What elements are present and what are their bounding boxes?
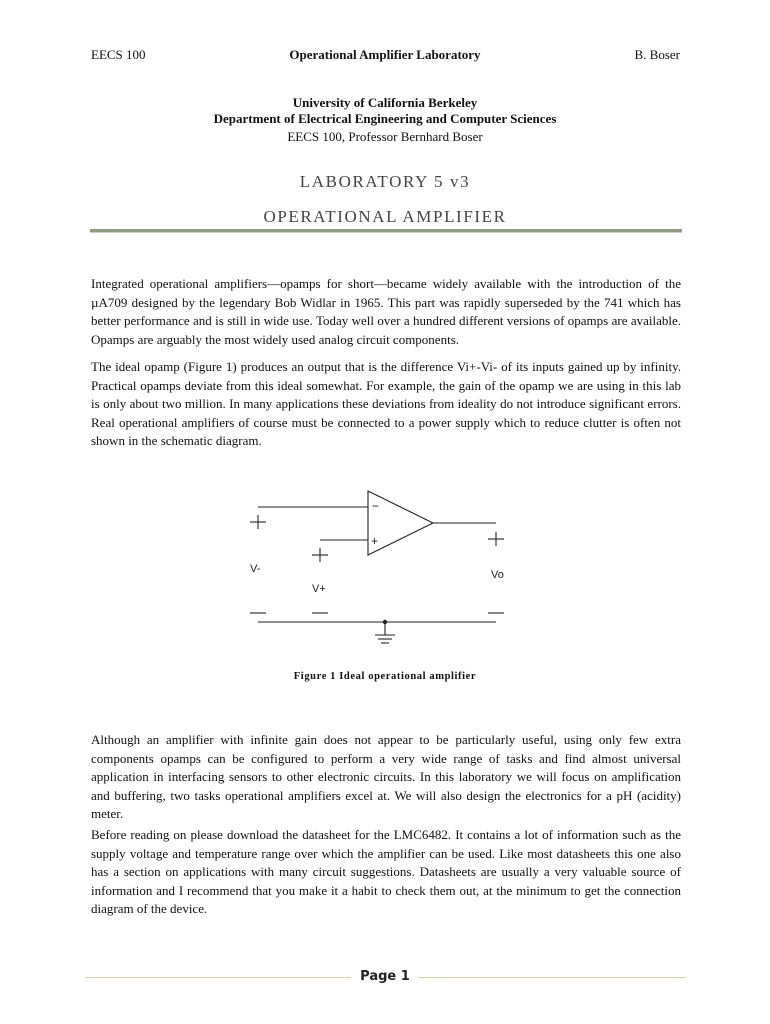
department-name: Department of Electrical Engineering and Computer Sciences — [213, 111, 557, 126]
noninverting-pin-label: + — [371, 534, 379, 548]
opamp-schematic — [230, 482, 530, 654]
paragraph-applications: Although an amplifier with infinite gain does not appear to be particularly useful, using only few extra components opamps can be configured to perform a very wide range of tasks and find almost universal application in interfacing sensors to other electronic circuits. In this laboratory we will focus on amplification and buffering, two tasks operational amplifiers excel at. We will also design the electronics for a pH (acidity) meter. — [91, 732, 681, 821]
lab-subject: OPERATIONAL AMPLIFIER — [263, 207, 507, 226]
paragraph-datasheet: Before reading on please download the datasheet for the LMC6482. It contains a lot of information such as the supply voltage and temperature range over which the amplifier can be used. Like most datasheets this one also has a section on applications with many circuit suggestions. Datasheets are usually a very valuable source of information and I recommend that you make it a habit to check them out, at the minimum to get the connection diagram of the device. — [91, 827, 681, 916]
figure-caption: Figure 1 Ideal operational amplifier — [293, 671, 477, 682]
paragraph-intro: Integrated operational amplifiers—opamps for short—became widely available with the introduction of the µA709 designed by the legendary Bob Widlar in 1965. This part was rapidly superseded by the 741 which has better performance and is still in wide use. Today well over a hundred different versions of opamps are available. Opamps are arguably the most widely used analog circuit components. — [91, 276, 681, 347]
header-author: B. Boser — [634, 47, 680, 62]
title-rule-shadow — [90, 232, 682, 233]
header-title: Operational Amplifier Laboratory — [289, 47, 481, 62]
label-v-out: Vo — [491, 569, 504, 581]
page-number: Page 1 — [360, 969, 410, 984]
inverting-pin-label: − — [372, 499, 380, 513]
course-professor: EECS 100, Professor Bernhard Boser — [287, 129, 483, 144]
ground-node — [383, 620, 387, 624]
label-v-plus: V+ — [312, 583, 326, 595]
lab-title: LABORATORY 5 v3 — [299, 172, 471, 191]
paragraph-ideal-opamp: The ideal opamp (Figure 1) produces an output that is the difference Vi+-Vi- of its inputs gained up by infinity. Practical opamps deviate from this ideal somewhat. For example, the gain of the opamp we are using in this lab is only about two million. In many applications these deviations from ideality do not introduce significant errors. Real operational amplifiers of course must be connected to a power supply which to reduce clutter is often not shown in the schematic diagram. — [91, 359, 681, 448]
university-name: University of California Berkeley — [292, 95, 478, 110]
label-v-minus: V- — [250, 563, 261, 575]
header-course: EECS 100 — [91, 47, 146, 62]
